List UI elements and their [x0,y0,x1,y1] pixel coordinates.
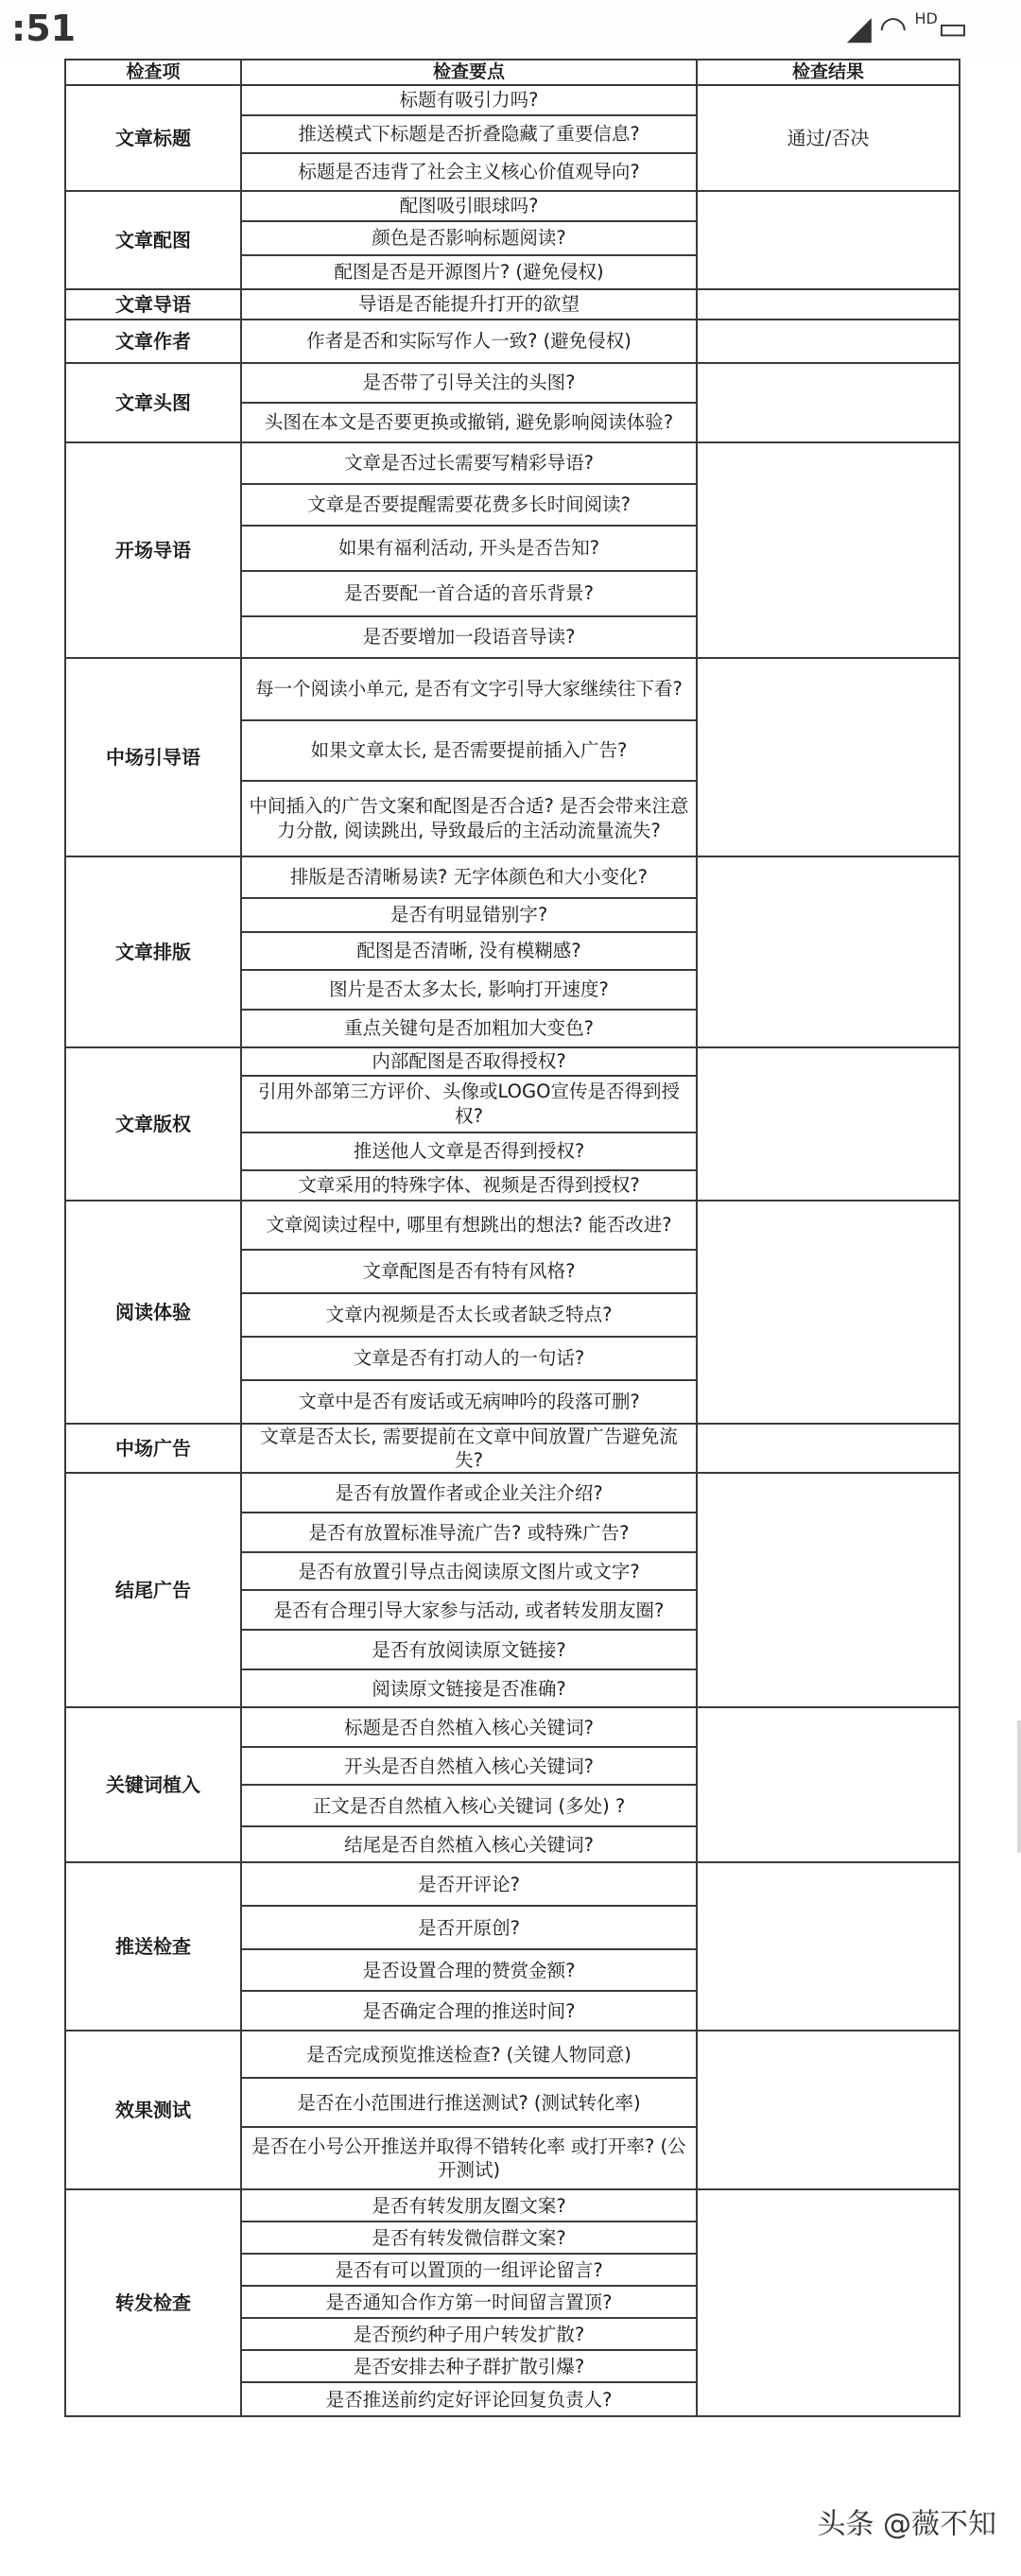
check-result-cell [697,1862,960,2031]
check-result-cell [697,363,960,442]
watermark: 头条 @薇不知 [817,2508,996,2541]
check-item-cell: 文章作者 [65,320,241,363]
check-point-cell: 是否有放阅读原文链接? [241,1630,697,1669]
check-point-cell: 导语是否能提升打开的欲望 [241,289,697,320]
check-result-cell [697,2189,960,2416]
check-item-cell: 文章标题 [65,85,241,191]
checklist-table [64,59,960,2417]
check-point-cell: 文章中是否有废话或无病呻吟的段落可删? [241,1380,697,1424]
check-result-cell [697,1473,960,1707]
check-item-cell: 阅读体验 [65,1201,241,1424]
check-point-cell: 引用外部第三方评价、头像或LOGO宣传是否得到授权? [241,1076,697,1132]
wifi-icon: ◠ [878,9,915,47]
check-point-cell: 是否设置合理的赞赏金额? [241,1949,697,1991]
check-point-cell: 图片是否太多太长, 影响打开速度? [241,970,697,1010]
check-point-cell: 中间插入的广告文案和配图是否合适? 是否会带来注意力分散, 阅读跳出, 导致最后的主活动流量流失? [241,781,697,856]
check-point-cell: 排版是否清晰易读? 无字体颜色和大小变化? [241,856,697,898]
check-item-cell: 转发检查 [65,2189,241,2416]
check-point-cell: 如果文章太长, 是否需要提前插入广告? [241,720,697,781]
table-row [65,1862,960,1906]
status-bar [0,0,1021,59]
check-point-cell: 推送他人文章是否得到授权? [241,1132,697,1170]
check-point-cell: 是否要配一首合适的音乐背景? [241,571,697,616]
check-result-cell [697,289,960,320]
table-row [65,1473,960,1513]
check-item-cell: 结尾广告 [65,1473,241,1707]
table-row [65,1707,960,1747]
page-fold-shadow [1017,1720,1021,1853]
check-item-cell: 文章排版 [65,856,241,1047]
check-item-cell: 推送检查 [65,1862,241,2031]
check-point-cell: 配图是否是开源图片? (避免侵权) [241,255,697,289]
check-item-cell: 关键词植入 [65,1707,241,1862]
check-result-cell [697,2031,960,2189]
check-point-cell: 文章内视频是否太长或者缺乏特点? [241,1293,697,1337]
check-point-cell: 是否完成预览推送检查? (关键人物同意) [241,2031,697,2078]
check-point-cell: 是否在小范围进行推送测试? (测试转化率) [241,2078,697,2127]
check-point-cell: 文章是否有打动人的一句话? [241,1337,697,1380]
check-item-cell: 中场引导语 [65,658,241,856]
check-point-cell: 是否有合理引导大家参与活动, 或者转发朋友圈? [241,1590,697,1630]
battery-icon: ▭ [937,9,976,47]
table-row [65,1201,960,1250]
table-row [65,289,960,320]
check-point-cell: 是否通知合作方第一时间留言置顶? [241,2286,697,2318]
check-item-cell: 效果测试 [65,2031,241,2189]
check-result-cell [697,1424,960,1474]
check-point-cell: 文章配图是否有特有风格? [241,1250,697,1293]
table-row [65,1047,960,1076]
check-item-cell: 文章配图 [65,191,241,289]
check-point-cell: 是否有放置作者或企业关注介绍? [241,1473,697,1513]
check-result-cell [697,320,960,363]
header-row [65,60,960,85]
check-point-cell: 重点关键句是否加粗加大变色? [241,1010,697,1047]
table-row [65,658,960,720]
status-time: :51 [11,8,77,49]
status-icons [847,9,976,47]
check-point-cell: 是否有放置标准导流广告? 或特殊广告? [241,1513,697,1552]
check-point-cell: 标题有吸引力吗? [241,85,697,115]
check-point-cell: 是否推送前约定好评论回复负责人? [241,2382,697,2416]
check-point-cell: 内部配图是否取得授权? [241,1047,697,1076]
check-point-cell: 是否安排去种子群扩散引爆? [241,2350,697,2382]
check-point-cell: 推送模式下标题是否折叠隐藏了重要信息? [241,115,697,153]
check-point-cell: 文章阅读过程中, 哪里有想跳出的想法? 能否改进? [241,1201,697,1250]
check-item-cell: 文章版权 [65,1047,241,1201]
check-point-cell: 颜色是否影响标题阅读? [241,221,697,255]
check-point-cell: 结尾是否自然植入核心关键词? [241,1826,697,1862]
check-point-cell: 是否要增加一段语音导读? [241,616,697,658]
check-result-cell [697,191,960,289]
check-item-cell: 文章头图 [65,363,241,442]
table-row [65,191,960,221]
check-point-cell: 是否确定合理的推送时间? [241,1991,697,2031]
table-row [65,85,960,115]
check-point-cell: 正文是否自然植入核心关键词 (多处) ? [241,1785,697,1826]
check-result-cell [697,1047,960,1201]
check-point-cell: 配图是否清晰, 没有模糊感? [241,932,697,970]
check-point-cell: 是否开评论? [241,1862,697,1906]
check-point-cell: 开头是否自然植入核心关键词? [241,1747,697,1785]
check-result-cell [697,1707,960,1862]
check-point-cell: 配图吸引眼球吗? [241,191,697,221]
header-result: 检查结果 [697,60,960,85]
hd-badge: HD [914,9,938,27]
check-point-cell: 每一个阅读小单元, 是否有文字引导大家继续往下看? [241,658,697,720]
check-point-cell: 是否有转发微信群文案? [241,2222,697,2254]
check-result-cell [697,658,960,856]
table-row [65,442,960,484]
check-point-cell: 文章采用的特殊字体、视频是否得到授权? [241,1170,697,1201]
check-point-cell: 文章是否过长需要写精彩导语? [241,442,697,484]
check-point-cell: 是否开原创? [241,1906,697,1949]
check-point-cell: 是否带了引导关注的头图? [241,363,697,403]
check-item-cell: 中场广告 [65,1424,241,1474]
table-row [65,320,960,363]
check-point-cell: 是否有转发朋友圈文案? [241,2189,697,2222]
header-point: 检查要点 [241,60,697,85]
check-point-cell: 是否在小号公开推送并取得不错转化率 或打开率? (公开测试) [241,2127,697,2189]
check-point-cell: 阅读原文链接是否准确? [241,1669,697,1707]
check-point-cell: 作者是否和实际写作人一致? (避免侵权) [241,320,697,363]
header-item: 检查项 [65,60,241,85]
table-row [65,856,960,898]
signal-icon: ◢ [846,9,879,47]
check-result-cell [697,442,960,658]
check-point-cell: 如果有福利活动, 开头是否告知? [241,526,697,571]
check-item-cell: 开场导语 [65,442,241,658]
check-result-cell [697,856,960,1047]
table-row [65,2031,960,2078]
check-point-cell: 是否有可以置顶的一组评论留言? [241,2254,697,2286]
check-point-cell: 标题是否自然植入核心关键词? [241,1707,697,1747]
check-result-cell: 通过/否决 [697,85,960,191]
check-point-cell: 文章是否太长, 需要提前在文章中间放置广告避免流失? [241,1424,697,1474]
check-point-cell: 标题是否违背了社会主义核心价值观导向? [241,153,697,191]
table-row [65,1424,960,1474]
check-point-cell: 是否有明显错别字? [241,898,697,932]
table-row [65,2189,960,2222]
check-point-cell: 头图在本文是否要更换或撤销, 避免影响阅读体验? [241,403,697,442]
check-item-cell: 文章导语 [65,289,241,320]
table-row [65,363,960,403]
check-point-cell: 文章是否要提醒需要花费多长时间阅读? [241,484,697,526]
check-point-cell: 是否预约种子用户转发扩散? [241,2318,697,2350]
check-result-cell [697,1201,960,1424]
check-point-cell: 是否有放置引导点击阅读原文图片或文字? [241,1552,697,1590]
